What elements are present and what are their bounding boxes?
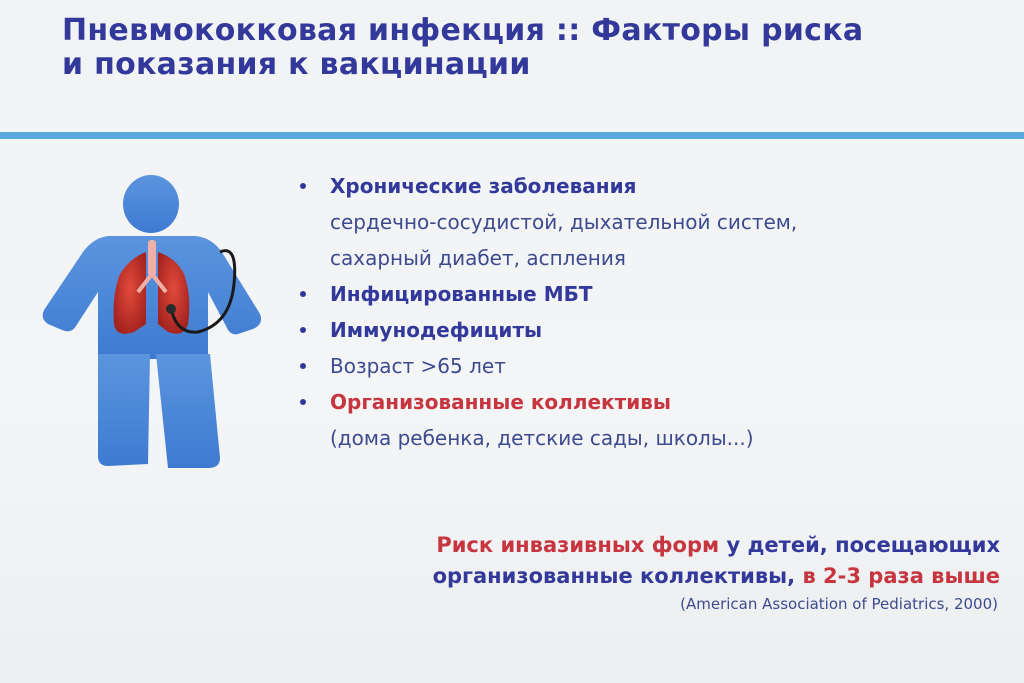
bullet-text: Возраст >65 лет xyxy=(330,354,506,378)
bullet-detail: (дома ребенка, детские сады, школы...) xyxy=(330,426,754,450)
bullet-icon xyxy=(300,291,306,297)
note-highlight: в 2-3 раза выше xyxy=(802,564,1000,588)
title-line-2: и показания к вакцинации xyxy=(62,47,531,82)
bullet-detail: сахарный диабет, аспления xyxy=(330,246,626,270)
list-item xyxy=(300,168,1000,276)
source-citation: (American Association of Pediatrics, 2000) xyxy=(680,595,998,613)
list-item xyxy=(300,312,1000,348)
bullet-icon xyxy=(300,399,306,405)
list-item xyxy=(300,384,1000,456)
note-text: у детей, посещающих xyxy=(719,533,1000,557)
risk-factor-list xyxy=(300,168,1000,456)
bullet-icon xyxy=(300,327,306,333)
bullet-icon xyxy=(300,183,306,189)
bullet-heading: Иммунодефициты xyxy=(330,318,543,342)
title-divider xyxy=(0,132,1024,139)
note-text: организованные коллективы, xyxy=(432,564,803,588)
bullet-icon xyxy=(300,363,306,369)
bullet-heading: Хронические заболевания xyxy=(330,174,637,198)
risk-note xyxy=(433,530,1000,592)
list-item xyxy=(300,276,1000,312)
bullet-heading: Инфицированные МБТ xyxy=(330,282,593,306)
list-item xyxy=(300,348,1000,384)
human-lungs-stethoscope-icon xyxy=(38,174,268,474)
title-line-1: Пневмококковая инфекция :: Факторы риска xyxy=(62,13,864,48)
note-highlight: Риск инвазивных форм xyxy=(436,533,720,557)
slide-title xyxy=(62,14,1002,82)
bullet-heading: Организованные коллективы xyxy=(330,390,671,414)
bullet-detail: сердечно-сосудистой, дыхательной систем, xyxy=(330,210,798,234)
